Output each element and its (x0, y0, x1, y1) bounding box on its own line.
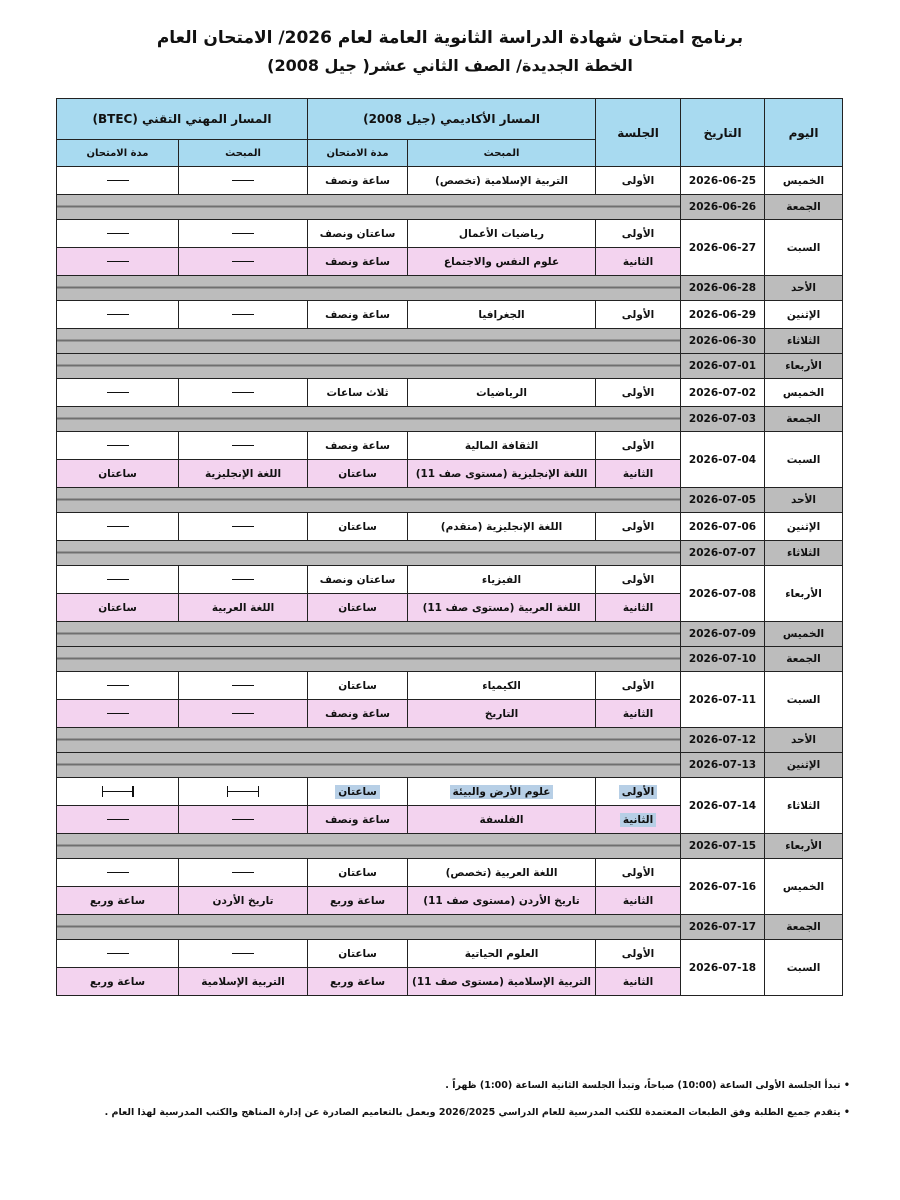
day-cell: الخميس (765, 379, 843, 407)
btec-duration-cell (57, 700, 179, 728)
subject-cell-text: علوم الأرض والبيئة (450, 785, 554, 799)
duration-cell: ساعة وربع (308, 887, 408, 915)
session-cell: الأولى (596, 301, 681, 329)
day-cell: الجمعة (765, 915, 843, 940)
day-cell: الجمعة (765, 647, 843, 672)
table-row (57, 859, 843, 887)
table-row (57, 672, 843, 700)
duration-cell: ساعتان ونصف (308, 566, 408, 594)
table-row-no-exam (57, 329, 843, 354)
btec-duration-cell-dash (107, 953, 129, 954)
btec-duration-cell-dash (107, 180, 129, 181)
no-exam-band (57, 541, 681, 566)
header-row (57, 99, 843, 140)
sub-title: الخطة الجديدة/ الصف الثاني عشر( جيل 2008) (267, 56, 633, 75)
no-exam-band (57, 915, 681, 940)
date-cell: 2026-07-04 (681, 432, 765, 488)
btec-duration-cell-dash (107, 713, 129, 714)
subject-cell: الجغرافيا (408, 301, 596, 329)
date-cell: 2026-07-12 (681, 728, 765, 753)
duration-cell: ساعة ونصف (308, 806, 408, 834)
duration-cell: ساعتان (308, 513, 408, 541)
subject-cell: اللغة الإنجليزية (مستوى صف 11) (408, 460, 596, 488)
subject-cell: رياضيات الأعمال (408, 220, 596, 248)
date-cell: 2026-07-08 (681, 566, 765, 622)
btec-subject-cell (179, 778, 308, 806)
table-row (57, 301, 843, 329)
date-cell: 2026-07-14 (681, 778, 765, 834)
day-cell: الأحد (765, 488, 843, 513)
btec-duration-cell (57, 220, 179, 248)
btec-subject-cell (179, 940, 308, 968)
date-cell: 2026-07-13 (681, 753, 765, 778)
no-exam-band (57, 834, 681, 859)
date-cell: 2026-06-27 (681, 220, 765, 276)
no-exam-band (57, 195, 681, 220)
no-exam-band (57, 354, 681, 379)
btec-duration-cell (57, 806, 179, 834)
table-row-no-exam (57, 915, 843, 940)
day-cell: الخميس (765, 859, 843, 915)
duration-cell-text: ساعتان (335, 785, 380, 799)
day-cell: الأربعاء (765, 566, 843, 622)
btec-duration-cell-dash (107, 819, 129, 820)
title-block (0, 28, 900, 75)
session-cell-text: الأولى (619, 785, 658, 799)
day-cell: الثلاثاء (765, 778, 843, 834)
subject-cell: الفلسفة (408, 806, 596, 834)
note-1: • تبدأ الجلسة الأولى الساعة (10:00) صباحاً، وتبدأ الجلسة الثانية الساعة (1:00) ظهراً . (445, 1080, 850, 1091)
date-cell: 2026-07-07 (681, 541, 765, 566)
table-row-no-exam (57, 728, 843, 753)
btec-subject-header: المبحث (179, 140, 308, 167)
schedule-body (57, 167, 843, 996)
btec-subject-cell (179, 379, 308, 407)
no-exam-band (57, 728, 681, 753)
table-row (57, 167, 843, 195)
btec-duration-cell: ساعة وربع (57, 968, 179, 996)
btec-subject-cell: التربية الإسلامية (179, 968, 308, 996)
duration-cell: ساعتان (308, 672, 408, 700)
date-cell: 2026-07-16 (681, 859, 765, 915)
day-cell: السبت (765, 220, 843, 276)
session-cell: الأولى (596, 432, 681, 460)
day-cell: الأحد (765, 728, 843, 753)
date-cell: 2026-07-01 (681, 354, 765, 379)
btec-subject-cell (179, 167, 308, 195)
table-row (57, 940, 843, 968)
btec-subject-cell (179, 672, 308, 700)
table-row-no-exam (57, 541, 843, 566)
subject-cell: اللغة العربية (تخصص) (408, 859, 596, 887)
date-cell: 2026-06-28 (681, 276, 765, 301)
btec-duration-cell-dash (102, 791, 134, 792)
subject-cell: اللغة العربية (مستوى صف 11) (408, 594, 596, 622)
exam-schedule-table (56, 98, 843, 996)
day-cell: الإثنين (765, 513, 843, 541)
subject-cell: علوم النفس والاجتماع (408, 248, 596, 276)
session-cell-text: الثانية (620, 813, 656, 827)
table-row (57, 379, 843, 407)
note-2: • يتقدم جميع الطلبة وفق الطبعات المعتمدة للكتب المدرسية للعام الدراسي 2026/2025 وبعمل بالتعاميم الصادرة عن إدارة المناهج والكتب المدرسية لهذا العام . (104, 1107, 850, 1118)
duration-cell: ساعة وربع (308, 968, 408, 996)
btec-duration-cell (57, 432, 179, 460)
btec-subject-cell-dash (232, 445, 254, 446)
session-header: الجلسة (596, 99, 681, 167)
btec-subject-cell: اللغة العربية (179, 594, 308, 622)
btec-subject-cell-dash (232, 713, 254, 714)
btec-subject-cell-dash (232, 180, 254, 181)
day-cell: الخميس (765, 622, 843, 647)
btec-duration-cell-dash (107, 579, 129, 580)
session-cell: الأولى (596, 167, 681, 195)
no-exam-band (57, 753, 681, 778)
btec-subject-cell: اللغة الإنجليزية (179, 460, 308, 488)
btec-track-header: المسار المهني التقني (BTEC) (57, 99, 308, 140)
subject-cell: الفيزياء (408, 566, 596, 594)
table-row-no-exam (57, 753, 843, 778)
academic-duration-header: مدة الامتحان (308, 140, 408, 167)
day-cell: الأربعاء (765, 354, 843, 379)
subject-cell: اللغة الإنجليزية (متقدم) (408, 513, 596, 541)
table-row (57, 513, 843, 541)
session-cell: الأولى (596, 379, 681, 407)
subject-cell: التاريخ (408, 700, 596, 728)
subject-cell: التربية الإسلامية (تخصص) (408, 167, 596, 195)
session-cell: الثانية (596, 594, 681, 622)
duration-cell: ساعة ونصف (308, 248, 408, 276)
btec-duration-cell-dash (107, 872, 129, 873)
table-row (57, 432, 843, 460)
btec-duration-cell-dash (107, 392, 129, 393)
subject-cell (408, 778, 596, 806)
table-row-no-exam (57, 834, 843, 859)
date-cell: 2026-07-11 (681, 672, 765, 728)
subject-cell: تاريخ الأردن (مستوى صف 11) (408, 887, 596, 915)
btec-subject-cell-dash (232, 872, 254, 873)
btec-subject-cell (179, 806, 308, 834)
date-cell: 2026-07-06 (681, 513, 765, 541)
day-header: اليوم (765, 99, 843, 167)
subject-cell: الكيمياء (408, 672, 596, 700)
session-cell: الثانية (596, 887, 681, 915)
date-cell: 2026-07-09 (681, 622, 765, 647)
btec-subject-cell (179, 220, 308, 248)
no-exam-band (57, 622, 681, 647)
day-cell: الإثنين (765, 753, 843, 778)
no-exam-band (57, 488, 681, 513)
day-cell: السبت (765, 940, 843, 996)
academic-subject-header: المبحث (408, 140, 596, 167)
date-cell: 2026-07-03 (681, 407, 765, 432)
date-cell: 2026-06-26 (681, 195, 765, 220)
btec-subject-cell (179, 301, 308, 329)
subject-cell: التربية الإسلامية (مستوى صف 11) (408, 968, 596, 996)
duration-cell: ساعتان (308, 940, 408, 968)
btec-subject-cell-dash (232, 314, 254, 315)
session-cell (596, 806, 681, 834)
btec-duration-cell (57, 859, 179, 887)
date-cell: 2026-07-05 (681, 488, 765, 513)
btec-duration-cell (57, 672, 179, 700)
day-cell: الثلاثاء (765, 541, 843, 566)
session-cell: الأولى (596, 513, 681, 541)
btec-subject-cell-dash (232, 953, 254, 954)
date-cell: 2026-07-18 (681, 940, 765, 996)
duration-cell (308, 778, 408, 806)
btec-duration-cell (57, 167, 179, 195)
session-cell (596, 778, 681, 806)
day-cell: الخميس (765, 167, 843, 195)
table-row-no-exam (57, 195, 843, 220)
btec-duration-cell-dash (107, 261, 129, 262)
duration-cell: ساعتان ونصف (308, 220, 408, 248)
btec-duration-header: مدة الامتحان (57, 140, 179, 167)
btec-duration-cell (57, 379, 179, 407)
btec-subject-cell (179, 566, 308, 594)
date-cell: 2026-06-25 (681, 167, 765, 195)
duration-cell: ساعتان (308, 460, 408, 488)
day-cell: الجمعة (765, 195, 843, 220)
table-row-no-exam (57, 488, 843, 513)
session-cell: الثانية (596, 700, 681, 728)
btec-subject-cell: تاريخ الأردن (179, 887, 308, 915)
btec-subject-cell (179, 513, 308, 541)
table-row-no-exam (57, 647, 843, 672)
date-cell: 2026-07-10 (681, 647, 765, 672)
btec-duration-cell-dash (107, 526, 129, 527)
btec-subject-cell (179, 432, 308, 460)
duration-cell: ساعة ونصف (308, 432, 408, 460)
no-exam-band (57, 407, 681, 432)
day-cell: الجمعة (765, 407, 843, 432)
btec-subject-cell-dash (232, 261, 254, 262)
btec-duration-cell: ساعتان (57, 594, 179, 622)
day-cell: الإثنين (765, 301, 843, 329)
session-cell: الأولى (596, 566, 681, 594)
no-exam-band (57, 276, 681, 301)
duration-cell: ساعتان (308, 594, 408, 622)
btec-duration-cell (57, 248, 179, 276)
duration-cell: ساعة ونصف (308, 700, 408, 728)
btec-subject-cell-dash (232, 685, 254, 686)
day-cell: الأربعاء (765, 834, 843, 859)
session-cell: الثانية (596, 460, 681, 488)
table-row (57, 566, 843, 594)
subject-cell: العلوم الحياتية (408, 940, 596, 968)
btec-duration-cell (57, 513, 179, 541)
date-cell: 2026-06-29 (681, 301, 765, 329)
btec-subject-cell (179, 859, 308, 887)
date-cell: 2026-07-15 (681, 834, 765, 859)
table-row-no-exam (57, 622, 843, 647)
duration-cell: ساعة ونصف (308, 301, 408, 329)
btec-duration-cell (57, 566, 179, 594)
main-title: برنامج امتحان شهادة الدراسة الثانوية العامة لعام 2026/ الامتحان العام (156, 28, 744, 48)
btec-duration-cell (57, 940, 179, 968)
btec-subject-cell-dash (232, 233, 254, 234)
btec-duration-cell-dash (107, 314, 129, 315)
btec-subject-cell-dash (232, 819, 254, 820)
duration-cell: ساعة ونصف (308, 167, 408, 195)
btec-duration-cell (57, 778, 179, 806)
duration-cell: ساعتان (308, 859, 408, 887)
day-cell: السبت (765, 672, 843, 728)
btec-duration-cell-dash (107, 445, 129, 446)
subject-cell: الرياضيات (408, 379, 596, 407)
date-cell: 2026-07-17 (681, 915, 765, 940)
btec-duration-cell: ساعتان (57, 460, 179, 488)
notes (40, 1080, 850, 1134)
day-cell: السبت (765, 432, 843, 488)
table-row (57, 220, 843, 248)
table-row-no-exam (57, 354, 843, 379)
date-header: التاريخ (681, 99, 765, 167)
session-cell: الأولى (596, 859, 681, 887)
date-cell: 2026-07-02 (681, 379, 765, 407)
btec-duration-cell-dash (107, 685, 129, 686)
session-cell: الأولى (596, 220, 681, 248)
session-cell: الثانية (596, 248, 681, 276)
day-cell: الأحد (765, 276, 843, 301)
no-exam-band (57, 329, 681, 354)
btec-subject-cell-dash (227, 791, 259, 792)
btec-subject-cell (179, 248, 308, 276)
btec-duration-cell (57, 301, 179, 329)
table-row-no-exam (57, 407, 843, 432)
btec-subject-cell-dash (232, 579, 254, 580)
academic-track-header: المسار الأكاديمي (جيل 2008) (308, 99, 596, 140)
btec-duration-cell: ساعة وربع (57, 887, 179, 915)
btec-subject-cell (179, 700, 308, 728)
day-cell: الثلاثاء (765, 329, 843, 354)
btec-subject-cell-dash (232, 526, 254, 527)
btec-duration-cell-dash (107, 233, 129, 234)
session-cell: الأولى (596, 672, 681, 700)
date-cell: 2026-06-30 (681, 329, 765, 354)
no-exam-band (57, 647, 681, 672)
table-row (57, 778, 843, 806)
duration-cell: ثلاث ساعات (308, 379, 408, 407)
session-cell: الثانية (596, 968, 681, 996)
session-cell: الأولى (596, 940, 681, 968)
subject-cell: الثقافة المالية (408, 432, 596, 460)
btec-subject-cell-dash (232, 392, 254, 393)
table-row-no-exam (57, 276, 843, 301)
